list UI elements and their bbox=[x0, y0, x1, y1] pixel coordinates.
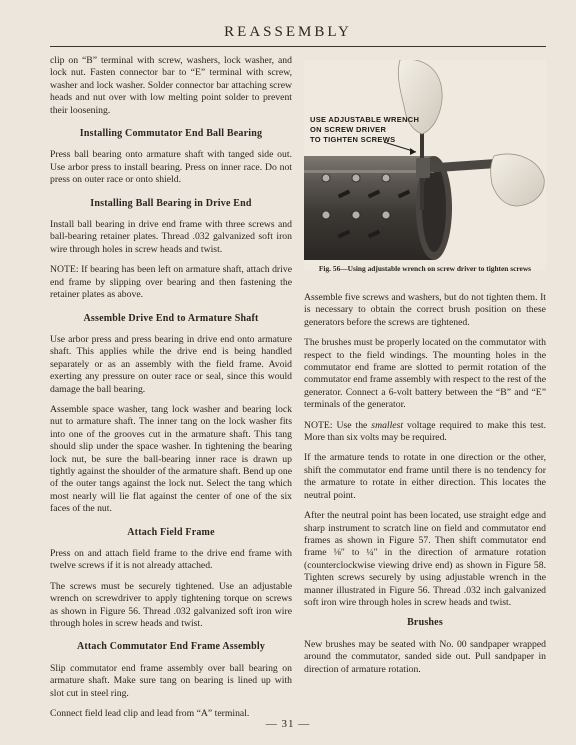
paragraph: Assemble five screws and washers, but do not tighten them. It is necessary to obtain the correct brush position on these generators before the screws are tightened. bbox=[304, 292, 546, 328]
note-paragraph: NOTE: If bearing has been left on armature shaft, attach drive end frame by slipping over bearing and then fastening the retainer plates as above. bbox=[50, 264, 292, 301]
paragraph: New brushes may be seated with No. 00 sandpaper wrapped around the commutator, sanded side out. Pull sandpaper in direction of armature rotation. bbox=[304, 638, 546, 675]
section-heading: Attach Field Frame bbox=[127, 526, 215, 538]
section-heading: Brushes bbox=[407, 617, 443, 629]
paragraph: Press on and attach field frame to the drive end frame with twelve screws if it is not already attached. bbox=[50, 548, 292, 572]
paragraph: clip on “B” terminal with screw, washers, lock washer, and lock nut. Fasten connector bar to “E” terminal with screw, washer and lock washer. Solder connector bar attaching screw heads and nut over with low melting point solder to prevent their loosening. bbox=[50, 55, 292, 116]
paragraph: Install ball bearing in drive end frame with three screws and ball-bearing retainer plates. Thread .032 galvanized soft iron wire through holes in screw heads and twist. bbox=[50, 219, 292, 255]
figure-label-line3: TO TIGHTEN SCREWS bbox=[310, 135, 396, 144]
generator-illustration bbox=[304, 60, 546, 270]
figure-label-line2: ON SCREW DRIVER bbox=[310, 125, 387, 134]
figure-56-photo bbox=[304, 60, 546, 270]
paragraph: Slip commutator end frame assembly over ball bearing on armature shaft. Make sure tang on bearing is lined up with slot cut in steel ring. bbox=[50, 662, 292, 699]
paragraph: After the neutral point has been located, use straight edge and sharp instrument to scratch line on field and commutator end frames as shown in Figure 57. Then shift commutator end frame ⅛″ to ¼″ in the direction of armature rotation (counterclockwise viewing drive end) as shown in Figure 58. Tighten screws securely by using adjustable wrench in the manner illustrated in Figure 56. Thread .032 inch galvanized soft iron wire through holes in screw heads and twist. bbox=[304, 510, 546, 608]
note-text: voltage required to make this test. More than six volts may be required. bbox=[304, 419, 546, 444]
paragraph: Connect field lead clip and lead from “A” terminal. bbox=[50, 708, 250, 720]
paragraph: The brushes must be properly located on the commutator with respect to the field windings. The mounting holes in the commutator end frame are slotted to permit rotation of the commutator end frame assembly with respect to the rest of the generator. Connect a 6-volt battery between the “B” and “E” terminals of the generator. bbox=[304, 337, 546, 411]
section-heading: Attach Commutator End Frame Assembly bbox=[76, 641, 266, 653]
section-heading: Assemble Drive End to Armature Shaft bbox=[83, 312, 259, 324]
paragraph: Use arbor press and press bearing in drive end onto armature shaft. This applies while the drive end is being handled separately or as an assembly with the field frame. Avoid exerting any pressure on outer race or seal, since this would damage the ball bearing. bbox=[50, 333, 292, 395]
section-heading: Installing Ball Bearing in Drive End bbox=[90, 197, 252, 209]
header-rule bbox=[50, 46, 546, 47]
figure-label-line1: USE ADJUSTABLE WRENCH bbox=[310, 115, 420, 124]
page-header: REASSEMBLY bbox=[224, 24, 352, 40]
page-number: — 31 — bbox=[265, 718, 311, 730]
paragraph: Assemble space washer, tang lock washer and bearing lock nut to armature shaft. The inner tang on the lock washer fits into one of the grooves cut in the armature shaft. This tang should slip under the space washer. In tightening the bearing lock nut, be sure the ball-bearing inner race is drawn up tightly against the shoulder of the armature shaft. Bend up one of the outer tangs against the lock nut. Select the tang which most nearly will lie flat against the center of one of the six faces of the nut. bbox=[50, 403, 292, 515]
section-heading: Installing Commutator End Ball Bearing bbox=[79, 128, 263, 140]
emphasis-text: smallest bbox=[371, 419, 404, 431]
note-text: NOTE: Use the bbox=[304, 419, 372, 431]
figure-caption: Fig. 56—Using adjustable wrench on screw driver to tighten screws bbox=[318, 264, 532, 273]
right-column bbox=[304, 292, 546, 684]
paragraph: Press ball bearing onto armature shaft with tanged side out. Use arbor press to install bearing. Press on inner race. Do not press on outer race or onto shield. bbox=[50, 149, 292, 186]
left-column bbox=[50, 55, 292, 728]
note-paragraph bbox=[304, 420, 546, 445]
paragraph: The screws must be securely tightened. Use an adjustable wrench on screwdriver to apply tightening torque on screws as shown in Figure 56. Thread .032 galvanized soft iron wire through holes in screw heads and twist. bbox=[50, 580, 292, 630]
paragraph: If the armature tends to rotate in one direction or the other, shift the commutator end frame until there is no tendency for the armature to rotate in either direction. This locates the neutral point. bbox=[304, 452, 546, 501]
